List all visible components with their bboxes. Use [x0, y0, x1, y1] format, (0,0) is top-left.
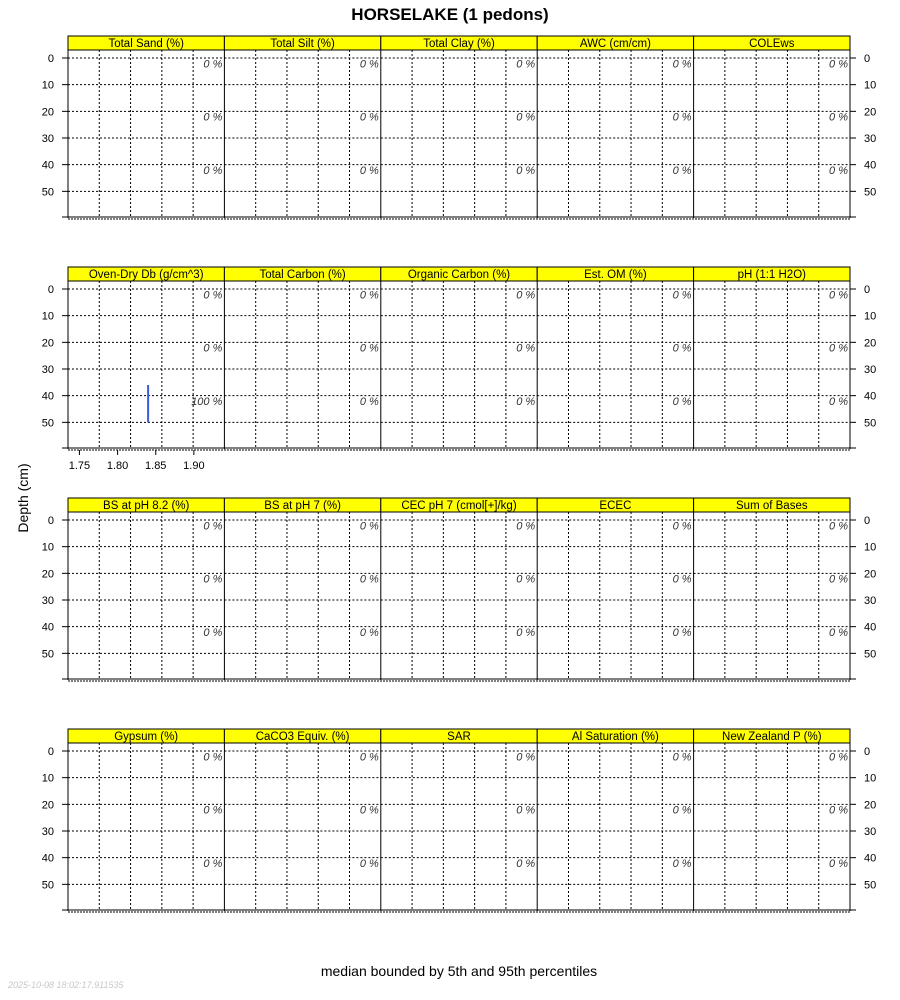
completeness-annotation: 0 % [203, 627, 223, 639]
completeness-annotation: 0 % [829, 573, 848, 586]
completeness-annotation: 0 % [516, 751, 536, 764]
depth-tick-label-right: 50 [864, 186, 877, 199]
panel-label: BS at pH 7 (%) [264, 500, 341, 512]
completeness-annotation: 100 % [191, 396, 223, 408]
completeness-annotation: 0 % [359, 342, 379, 355]
completeness-annotation: 0 % [516, 858, 536, 870]
depth-tick-label-left: 0 [47, 515, 54, 527]
depth-tick-label-right: 40 [864, 390, 877, 403]
depth-tick-label-left: 30 [41, 595, 54, 607]
x-tick-label: 1.85 [145, 460, 167, 472]
completeness-annotation: 0 % [672, 289, 692, 302]
completeness-annotation: 0 % [359, 858, 379, 870]
depth-tick-label-left: 10 [41, 541, 54, 554]
x-tick-label: 1.90 [183, 460, 205, 472]
completeness-annotation: 0 % [516, 111, 536, 124]
completeness-annotation: 0 % [516, 58, 536, 71]
completeness-annotation: 0 % [516, 520, 536, 533]
depth-axis-label: Depth (cm) [15, 463, 31, 533]
completeness-annotation: 0 % [359, 165, 379, 177]
depth-tick-label-right: 40 [864, 621, 877, 634]
completeness-annotation: 0 % [203, 165, 223, 177]
completeness-annotation: 0 % [203, 289, 223, 302]
depth-tick-label-right: 30 [864, 826, 877, 838]
completeness-annotation: 0 % [203, 858, 223, 870]
depth-tick-label-right: 0 [864, 53, 871, 65]
panel-label: SAR [447, 731, 471, 743]
depth-tick-label-left: 10 [41, 79, 54, 92]
completeness-annotation: 0 % [829, 165, 848, 177]
panel-label: pH (1:1 H2O) [737, 269, 806, 281]
panel-label: Sum of Bases [736, 500, 808, 512]
depth-tick-label-left: 30 [41, 826, 54, 838]
completeness-annotation: 0 % [203, 342, 223, 355]
completeness-annotation: 0 % [672, 111, 692, 124]
completeness-annotation: 0 % [672, 858, 692, 870]
completeness-annotation: 0 % [672, 804, 692, 817]
figure-footer: median bounded by 5th and 95th percentiles [320, 963, 598, 979]
depth-tick-label-left: 40 [41, 159, 54, 172]
figure-title: HORSELAKE (1 pedons) [351, 5, 549, 24]
depth-tick-label-right: 0 [864, 746, 871, 758]
depth-tick-label-right: 10 [864, 772, 877, 785]
panel-label: Total Carbon (%) [259, 269, 346, 281]
completeness-annotation: 0 % [829, 289, 848, 302]
completeness-annotation: 0 % [203, 573, 223, 586]
depth-tick-label-left: 0 [47, 746, 54, 758]
depth-tick-label-left: 20 [41, 568, 54, 581]
completeness-annotation: 0 % [359, 111, 379, 124]
completeness-annotation: 0 % [516, 289, 536, 302]
depth-tick-label-right: 20 [864, 106, 877, 119]
depth-tick-label-left: 50 [41, 648, 54, 661]
completeness-annotation: 0 % [672, 627, 692, 639]
panel-label: Total Silt (%) [270, 38, 335, 50]
completeness-annotation: 0 % [359, 520, 379, 533]
depth-tick-label-right: 30 [864, 133, 877, 145]
depth-tick-label-left: 20 [41, 106, 54, 119]
panel-label: CaCO3 Equiv. (%) [255, 731, 350, 743]
completeness-annotation: 0 % [829, 111, 848, 124]
completeness-annotation: 0 % [359, 396, 379, 408]
completeness-annotation: 0 % [203, 58, 223, 71]
completeness-annotation: 0 % [516, 627, 536, 639]
completeness-annotation: 0 % [203, 804, 223, 817]
depth-tick-label-right: 20 [864, 568, 877, 581]
depth-tick-label-right: 40 [864, 159, 877, 172]
panel-label: CEC pH 7 (cmol[+]/kg) [401, 500, 517, 512]
depth-tick-label-right: 50 [864, 648, 877, 661]
depth-tick-label-left: 50 [41, 417, 54, 430]
depth-tick-label-left: 40 [41, 390, 54, 403]
panel-label: AWC (cm/cm) [579, 38, 651, 50]
panel-label: Al Saturation (%) [571, 731, 659, 743]
completeness-annotation: 0 % [203, 520, 223, 533]
depth-tick-label-left: 10 [41, 772, 54, 785]
completeness-annotation: 0 % [203, 751, 223, 764]
depth-tick-label-right: 20 [864, 799, 877, 812]
completeness-annotation: 0 % [516, 396, 536, 408]
depth-tick-label-left: 10 [41, 310, 54, 323]
depth-tick-label-left: 50 [41, 186, 54, 199]
depth-tick-label-left: 0 [47, 53, 54, 65]
completeness-annotation: 0 % [672, 751, 692, 764]
completeness-annotation: 0 % [359, 58, 379, 71]
panel-label: BS at pH 8.2 (%) [103, 500, 190, 512]
timestamp: 2025-10-08 18:02:17.911535 [8, 980, 124, 990]
completeness-annotation: 0 % [829, 627, 848, 639]
completeness-annotation: 0 % [359, 751, 379, 764]
completeness-annotation: 0 % [516, 165, 536, 177]
depth-tick-label-right: 20 [864, 337, 877, 350]
panel-label: COLEws [749, 38, 795, 50]
completeness-annotation: 0 % [672, 342, 692, 355]
depth-tick-label-right: 10 [864, 310, 877, 323]
panel-label: New Zealand P (%) [722, 731, 822, 743]
depth-tick-label-left: 40 [41, 852, 54, 865]
completeness-annotation: 0 % [516, 804, 536, 817]
depth-tick-label-right: 50 [864, 417, 877, 430]
depth-tick-label-left: 0 [47, 284, 54, 296]
depth-tick-label-right: 30 [864, 364, 877, 376]
x-tick-label: 1.75 [68, 460, 91, 472]
completeness-annotation: 0 % [829, 858, 848, 870]
depth-tick-label-left: 30 [41, 364, 54, 376]
depth-tick-label-right: 0 [864, 284, 871, 296]
completeness-annotation: 0 % [672, 165, 692, 177]
panel-label: Total Clay (%) [423, 38, 495, 50]
completeness-annotation: 0 % [672, 520, 692, 533]
panel-label: Gypsum (%) [114, 731, 179, 743]
panel-label: Total Sand (%) [108, 38, 184, 50]
completeness-annotation: 0 % [829, 751, 848, 764]
depth-tick-label-right: 40 [864, 852, 877, 865]
depth-tick-label-right: 0 [864, 515, 871, 527]
completeness-annotation: 0 % [672, 58, 692, 71]
completeness-annotation: 0 % [359, 627, 379, 639]
completeness-annotation: 0 % [672, 396, 692, 408]
completeness-annotation: 0 % [203, 111, 223, 124]
panel-label: ECEC [599, 500, 632, 512]
panel-label: Oven-Dry Db (g/cm^3) [88, 269, 204, 281]
completeness-annotation: 0 % [516, 342, 536, 355]
depth-tick-label-left: 20 [41, 337, 54, 350]
completeness-annotation: 0 % [829, 804, 848, 817]
panel-label: Organic Carbon (%) [407, 269, 511, 281]
depth-tick-label-left: 40 [41, 621, 54, 634]
x-tick-label: 1.80 [106, 460, 129, 472]
completeness-annotation: 0 % [359, 573, 379, 586]
completeness-annotation: 0 % [829, 520, 848, 533]
panel-label: Est. OM (%) [584, 269, 647, 281]
completeness-annotation: 0 % [829, 342, 848, 355]
completeness-annotation: 0 % [359, 289, 379, 302]
completeness-annotation: 0 % [829, 58, 848, 71]
completeness-annotation: 0 % [359, 804, 379, 817]
completeness-annotation: 0 % [672, 573, 692, 586]
completeness-annotation: 0 % [829, 396, 848, 408]
depth-tick-label-right: 50 [864, 879, 877, 892]
depth-tick-label-left: 20 [41, 799, 54, 812]
depth-tick-label-left: 50 [41, 879, 54, 892]
depth-tick-label-right: 30 [864, 595, 877, 607]
completeness-annotation: 0 % [516, 573, 536, 586]
depth-tick-label-right: 10 [864, 79, 877, 92]
depth-tick-label-right: 10 [864, 541, 877, 554]
depth-tick-label-left: 30 [41, 133, 54, 145]
